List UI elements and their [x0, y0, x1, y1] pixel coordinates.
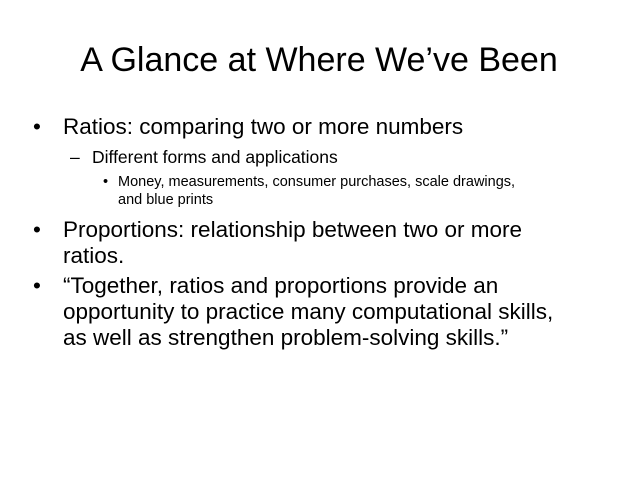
bullet-item	[33, 114, 583, 140]
bullet-dot-icon: •	[103, 174, 109, 190]
bullet-dot-icon: •	[33, 273, 41, 298]
sub-bullet-item	[70, 147, 592, 168]
bullet-item	[33, 217, 583, 269]
bullet-dot-icon: •	[33, 114, 41, 139]
bullet-text: Proportions: relationship between two or more ratios.	[63, 217, 522, 268]
slide-title: A Glance at Where We’ve Been	[80, 41, 558, 79]
bullet-item	[33, 273, 583, 351]
sub-sub-bullet-text: Money, measurements, consumer purchases, scale drawings, and blue prints	[118, 174, 516, 208]
bullet-text: Ratios: comparing two or more numbers	[63, 114, 464, 139]
sub-bullet-text: Different forms and applications	[92, 147, 338, 167]
bullet-text: “Together, ratios and proportions provide an opportunity to practice many computational skills, as well as strengthen problem-solving skills.”	[63, 273, 554, 350]
bullet-dot-icon: •	[33, 217, 41, 242]
bullet-list	[0, 114, 638, 351]
sub-sub-bullet-item	[103, 173, 538, 209]
dash-icon: –	[70, 147, 80, 167]
